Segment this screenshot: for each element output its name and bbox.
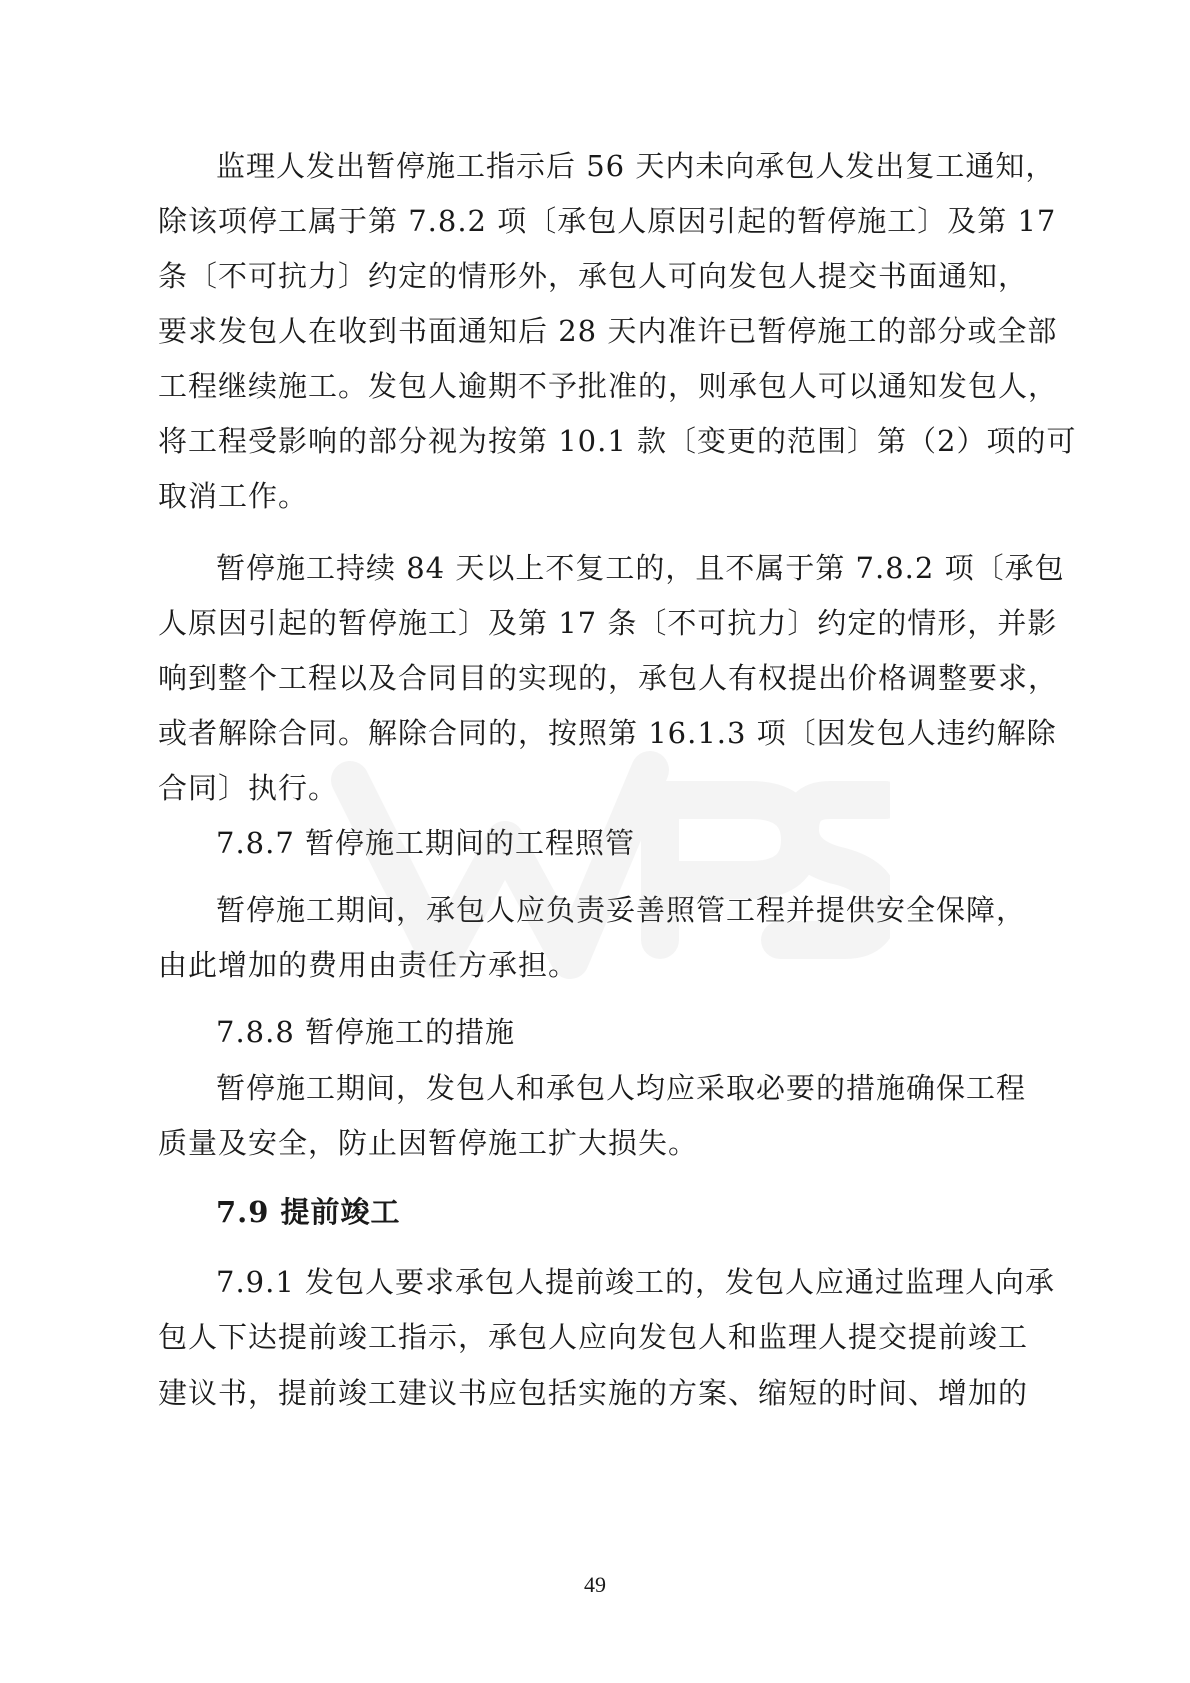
- body-text-line: 监理人发出暂停施工指示后 56 天内未向承包人发出复工通知，: [216, 149, 1056, 183]
- body-text-line: 取消工作。: [158, 479, 309, 513]
- section-heading: 7.9 提前竣工: [216, 1195, 401, 1229]
- body-text-line: 质量及安全，防止因暂停施工扩大损失。: [158, 1126, 699, 1160]
- body-text-line: 条〔不可抗力〕约定的情形外，承包人可向发包人提交书面通知，: [158, 259, 1029, 293]
- body-text-line: 由此增加的费用由责任方承担。: [158, 948, 579, 982]
- body-text-line: 7.9.1 发包人要求承包人提前竣工的，发包人应通过监理人向承: [216, 1265, 1056, 1299]
- body-text-line: 包人下达提前竣工指示，承包人应向发包人和监理人提交提前竣工: [158, 1320, 1029, 1354]
- body-text-line: 暂停施工期间，承包人应负责妥善照管工程并提供安全保障，: [216, 893, 1027, 927]
- body-text-line: 建议书，提前竣工建议书应包括实施的方案、缩短的时间、增加的: [158, 1376, 1029, 1410]
- subsection-heading: 7.8.8 暂停施工的措施: [216, 1015, 516, 1049]
- body-text-line: 合同〕执行。: [158, 771, 339, 805]
- body-text-line: 或者解除合同。解除合同的，按照第 16.1.3 项〔因发包人违约解除: [158, 716, 1057, 750]
- wps-watermark-label: WPS: [610, 970, 649, 989]
- body-text-line: 暂停施工期间，发包人和承包人均应采取必要的措施确保工程: [216, 1071, 1027, 1105]
- body-text-line: 除该项停工属于第 7.8.2 项〔承包人原因引起的暂停施工〕及第 17: [158, 204, 1057, 238]
- body-text-line: 工程继续施工。发包人逾期不予批准的，则承包人可以通知发包人，: [158, 369, 1059, 403]
- page-number: 49: [584, 1572, 606, 1597]
- body-text-line: 要求发包人在收到书面通知后 28 天内准许已暂停施工的部分或全部: [158, 314, 1058, 348]
- subsection-heading: 7.8.7 暂停施工期间的工程照管: [216, 826, 636, 860]
- body-text-line: 暂停施工持续 84 天以上不复工的，且不属于第 7.8.2 项〔承包: [216, 551, 1065, 585]
- body-text-line: 响到整个工程以及合同目的实现的，承包人有权提出价格调整要求，: [158, 661, 1059, 695]
- body-text-line: 人原因引起的暂停施工〕及第 17 条〔不可抗力〕约定的情形，并影: [158, 606, 1058, 640]
- body-text-line: 将工程受影响的部分视为按第 10.1 款〔变更的范围〕第（2）项的可: [158, 424, 1077, 458]
- wps-watermark-glyphs: [350, 770, 885, 960]
